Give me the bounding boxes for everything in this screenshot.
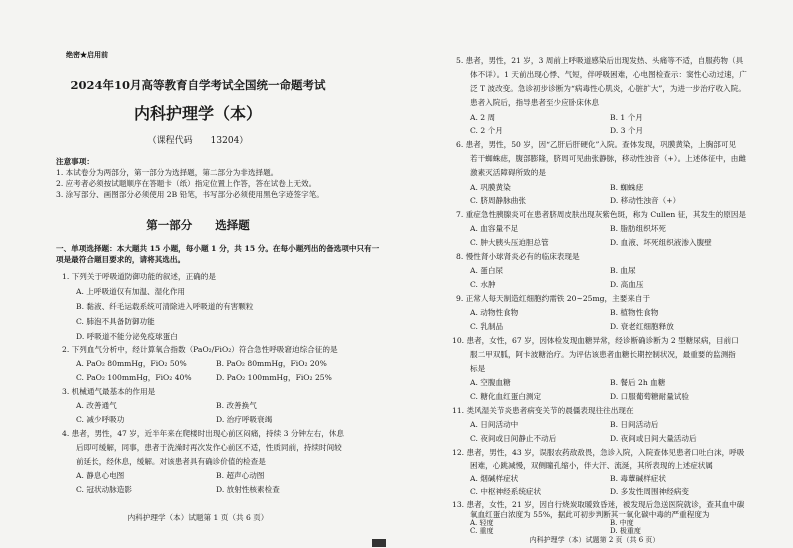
question-3: 3. 机械通气最基本的作用是 xyxy=(62,387,156,396)
option: B. 1 个月 xyxy=(610,113,643,122)
option: C. 冠状动脉造影 xyxy=(76,485,132,494)
option: A. 烟碱样症状 xyxy=(470,474,519,483)
option: B. 蜘蛛痣 xyxy=(610,183,644,192)
note-item: 2. 应考者必须按试题顺序在答题卡（纸）指定位置上作答，答在试卷上无效。 xyxy=(56,179,317,188)
option: A. PaO₂ 80mmHg，FiO₂ 50% xyxy=(76,359,187,368)
question-line: 激素灭活障碍所致的是 xyxy=(470,168,546,177)
question-11: 11. 类风湿关节炎患者病变关节的晨僵表现往往出现在 xyxy=(452,406,634,415)
question-line: 困难，心跳减慢，双侧瞳孔缩小，伴大汗、流涎，其所表现的上述症状属 xyxy=(470,461,713,470)
subject-title: 内科护理学（本） xyxy=(133,104,262,123)
option: D. 血液、坏死组织液渗入腹壁 xyxy=(610,238,712,247)
option: C. 水肿 xyxy=(470,280,496,289)
note-item: 3. 涂写部分、画图部分必须使用 2B 铅笔，书写部分必须使用黑色字迹签字笔。 xyxy=(56,190,324,199)
option: A. 静息心电图 xyxy=(76,471,125,480)
question-7: 7. 重症急性胰腺炎可在患者脐周皮肤出现灰紫色斑，称为 Cullen 征，其发生的原因是 xyxy=(456,210,747,219)
option: D. 多发性周围神经病变 xyxy=(610,487,689,496)
question-13: 13. 患者，女性，21 岁，因自行烧炭取暖致昏迷，被发现后急送医院就诊，查其血中碳 xyxy=(452,500,745,509)
option: D. PaO₂ 100mmHg，FiO₂ 25% xyxy=(216,373,332,382)
option: C. 肿大胰头压迫胆总管 xyxy=(470,238,549,247)
scan-mark xyxy=(372,539,386,547)
question-line: 服二甲双胍，阿卡波糖治疗。为评估该患者血糖长期控制状况，最重要的监测指 xyxy=(470,350,736,359)
part-heading: 第一部分 选择题 xyxy=(146,218,250,232)
section-instructions: 一、单项选择题：本大题共 15 小题，每小题 1 分，共 15 分。在每小题列出的备选项中只有一项是最符合题目要求的，请将其选出。 xyxy=(56,244,380,264)
option: D. 呼吸道不能分泌免疫球蛋白 xyxy=(76,332,178,341)
question-line: 氧血红蛋白浓度为 55%，据此可初步判断其一氧化碳中毒的严重程度为 xyxy=(470,510,710,519)
option: B. 脂肪组织坏死 xyxy=(610,224,666,233)
option: C. 乳制品 xyxy=(470,322,504,331)
question-9: 9. 正常人每天制造红细胞约需铁 20~25mg，主要来自于 xyxy=(456,294,651,303)
option: D. 治疗呼吸衰竭 xyxy=(216,415,273,424)
exam-title: 2024年10月高等教育自学考试全国统一命题考试 xyxy=(70,78,326,92)
option: A. 上呼吸道仅有加温、湿化作用 xyxy=(76,287,186,296)
option: A. 血容量不足 xyxy=(470,224,519,233)
option: B. 日间活动后 xyxy=(610,420,659,429)
option: B. 餐后 2h 血糖 xyxy=(610,378,666,387)
question-12: 12. 患者，男性，43 岁，误服农药敌敌畏，急诊入院，入院查体见患者口吐白沫，呼吸 xyxy=(452,448,745,457)
option: C. 中枢神经系统症状 xyxy=(470,487,542,496)
option: B. 植物性食物 xyxy=(610,308,659,317)
notes-title: 注意事项： xyxy=(56,157,94,166)
exam-page-1 xyxy=(0,0,396,548)
page-footer: 内科护理学（本）试题第 1 页（共 6 页） xyxy=(127,513,269,522)
option: B. 黏液、纤毛运载系统可清除进入呼吸道的有害颗粒 xyxy=(76,302,254,311)
course-code: （课程代码 13204） xyxy=(147,136,249,146)
option: A. 巩膜黄染 xyxy=(470,183,511,192)
option: D. 放射性核素检查 xyxy=(216,485,280,494)
option: C. 重度 xyxy=(470,527,494,535)
option: C. 糖化血红蛋白测定 xyxy=(470,392,542,401)
question-5: 5. 患者，男性，21 岁，3 周前上呼吸道感染后出现发热、头痛等不适，自服药物（具 xyxy=(456,56,744,65)
question-2: 2. 下列血气分析中，经计算氧合指数（PaO₂/FiO₂）符合急性呼吸窘迫综合征的是 xyxy=(62,345,338,354)
option: A. 动物性食物 xyxy=(470,308,519,317)
option: D. 移动性浊音（+） xyxy=(610,196,681,205)
question-6: 6. 患者，男性，50 岁，因“乙肝后肝硬化”入院。查体发现，巩膜黄染，上胸部可见 xyxy=(456,140,737,149)
question-line: 前延长，经休息，缓解。对该患者具有确诊价值的检查是 xyxy=(76,457,266,466)
question-8: 8. 慢性肾小球肾炎必有的临床表现是 xyxy=(456,252,580,261)
option: B. 中度 xyxy=(610,519,634,527)
question-line: 泛 T 波改变。急诊初步诊断为“病毒性心肌炎，心脏扩大”，为进一步治疗收入院。 xyxy=(470,84,746,93)
option: D. 口服葡萄糖耐量试验 xyxy=(610,392,689,401)
option: D. 高血压 xyxy=(610,280,644,289)
option: C. 2 个月 xyxy=(470,126,503,135)
option: B. 毒蕈碱样症状 xyxy=(610,474,666,483)
option: A. 改善通气 xyxy=(76,401,117,410)
option: B. 血尿 xyxy=(610,266,636,275)
page-footer: 内科护理学（本）试题第 2 页（共 6 页） xyxy=(529,536,660,544)
option: B. 超声心动图 xyxy=(216,471,265,480)
option: B. PaO₂ 80mmHg，FiO₂ 20% xyxy=(216,359,327,368)
option: A. 2 周 xyxy=(470,113,496,122)
option: D. 3 个月 xyxy=(610,126,644,135)
option: C. PaO₂ 100mmHg，FiO₂ 40% xyxy=(76,373,192,382)
option: A. 蛋白尿 xyxy=(470,266,504,275)
exam-page-2 xyxy=(396,0,793,548)
question-10: 10. 患者，女性，67 岁，因体检发现血糖异常，经诊断确诊断为 2 型糖尿病，目前口 xyxy=(452,336,739,345)
question-line: 体不详）。1 天前出现心悸、气短，伴呼吸困难，心电图检查示：窦性心动过速，广 xyxy=(470,70,747,79)
question-line: 标是 xyxy=(470,364,486,373)
question-line: 若干蜘蛛痣，腹部膨隆，脐周可见曲张静脉，移动性浊音（+）。上述体征中，由雌 xyxy=(470,154,746,163)
question-1: 1. 下列关于呼吸道防御功能的叙述，正确的是 xyxy=(62,272,216,281)
option: D. 夜间或日间大量活动后 xyxy=(610,434,697,443)
option: A. 轻度 xyxy=(470,519,494,527)
option: A. 空腹血糖 xyxy=(470,378,511,387)
question-line: 患者入院后，指导患者至少应卧床休息 xyxy=(470,98,600,107)
secret-mark: 绝密★启用前 xyxy=(66,50,108,59)
question-4: 4. 患者，男性，47 岁，近半年来在爬楼时出现心前区闷痛，持续 3 分钟左右，休息 xyxy=(62,429,344,438)
option: C. 夜间或日间静止不动后 xyxy=(470,434,557,443)
option: D. 极重度 xyxy=(610,527,641,535)
option: C. 肺泡不具备防御功能 xyxy=(76,317,155,326)
option: C. 脐周静脉曲张 xyxy=(470,196,526,205)
option: A. 日间活动中 xyxy=(470,420,519,429)
option: D. 衰老红细胞释放 xyxy=(610,322,674,331)
question-line: 后即可缓解，同事，患者于洗澡时再次发作心前区不适，性质同前，持续时间较 xyxy=(76,443,342,452)
option: C. 减少呼吸功 xyxy=(76,415,125,424)
option: B. 改善换气 xyxy=(216,401,257,410)
note-item: 1. 本试卷分为两部分，第一部分为选择题，第二部分为非选择题。 xyxy=(56,168,279,177)
